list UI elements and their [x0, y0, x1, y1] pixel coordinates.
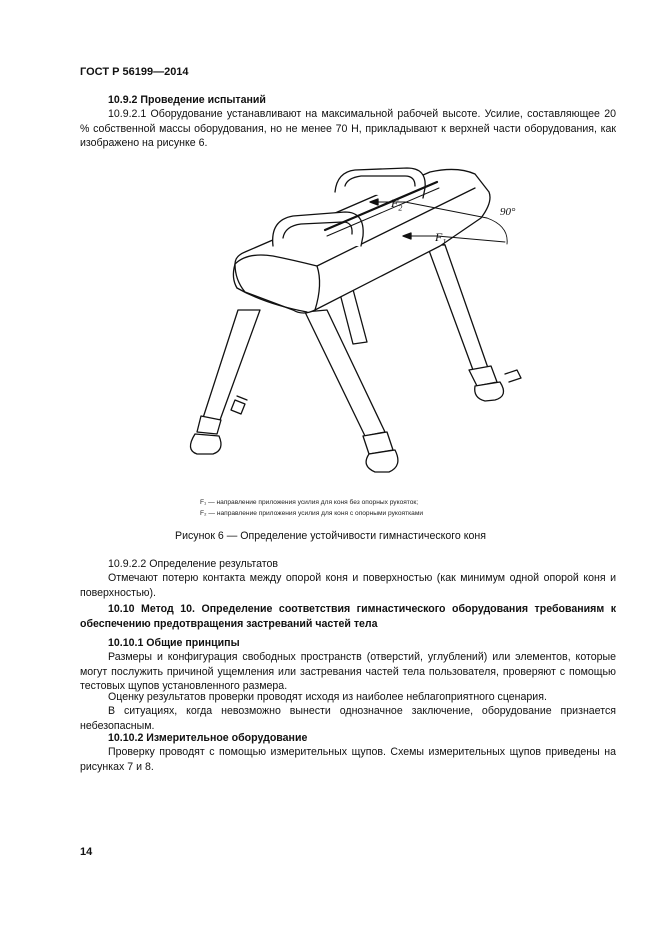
- section-heading-10-10-2: 10.10.2 Измерительное оборудование: [108, 732, 308, 744]
- force-label-f1: [435, 230, 446, 246]
- paragraph-10-10-2: Проверку проводят с помощью измерительных щупов. Схемы измерительных щупов приведены на рисунках 7 и 8.: [80, 746, 616, 773]
- paragraph-10-10-1-a: Размеры и конфигурация свободных пространств (отверстий, углублений) или элементов, которые могут послужить причиной ущемления или застревания частей тела пользователя, проверяют с помощью тестовых щупов установленного размера.: [80, 651, 616, 693]
- paragraph-10-9-2-1: 10.9.2.1 Оборудование устанавливают на максимальной рабочей высоте. Усилие, составляющее 20 % собственной массы оборудования, но не менее 70 Н, прикладывают к верхней части оборудования, как изображено на рисунке 6.: [80, 108, 616, 150]
- force-label-f1-letter: F: [435, 230, 443, 244]
- figure-legend-f2: F₂ — направление приложения усилия для коня с опорными рукоятками: [200, 510, 424, 517]
- section-heading-10-9-2-2: 10.9.2.2 Определение результатов: [108, 558, 279, 570]
- force-label-f2-letter: F: [391, 196, 399, 210]
- paragraph-10-10-1-c: В ситуациях, когда невозможно вынести однозначное заключение, оборудование признается небезопасным.: [80, 705, 616, 732]
- paragraph-10-9-2-2: Отмечают потерю контакта между опорой коня и поверхностью (как минимум одной опорой коня и поверхностью).: [80, 572, 616, 599]
- front-left-leg: [190, 310, 260, 454]
- back-right-leg: [427, 245, 521, 401]
- document-header: ГОСТ Р 56199—2014: [80, 66, 189, 78]
- angle-label: 90°: [500, 206, 516, 218]
- section-heading-10-9-2: 10.9.2 Проведение испытаний: [108, 94, 266, 106]
- force-label-f1-subscript: 1: [442, 237, 447, 247]
- figure-caption: Рисунок 6 — Определение устойчивости гимнастического коня: [175, 530, 486, 542]
- force-label-f2-subscript: 2: [398, 203, 403, 213]
- section-heading-10-10: 10.10 Метод 10. Определение соответствия гимнастического оборудования требованиям к обеспечению предотвращения застреваний частей тела: [80, 603, 616, 630]
- paragraph-10-10-1-b: Оценку результатов проверки проводят исходя из наиболее неблагоприятного сценария.: [108, 691, 547, 703]
- page-number: 14: [80, 846, 93, 858]
- force-label-f2: [391, 196, 402, 212]
- figure-legend-f1: F₁ — направление приложения усилия для коня без опорных рукояток;: [200, 499, 419, 506]
- section-heading-10-10-1: 10.10.1 Общие принципы: [108, 637, 240, 649]
- gymnastic-horse-figure: [175, 160, 525, 490]
